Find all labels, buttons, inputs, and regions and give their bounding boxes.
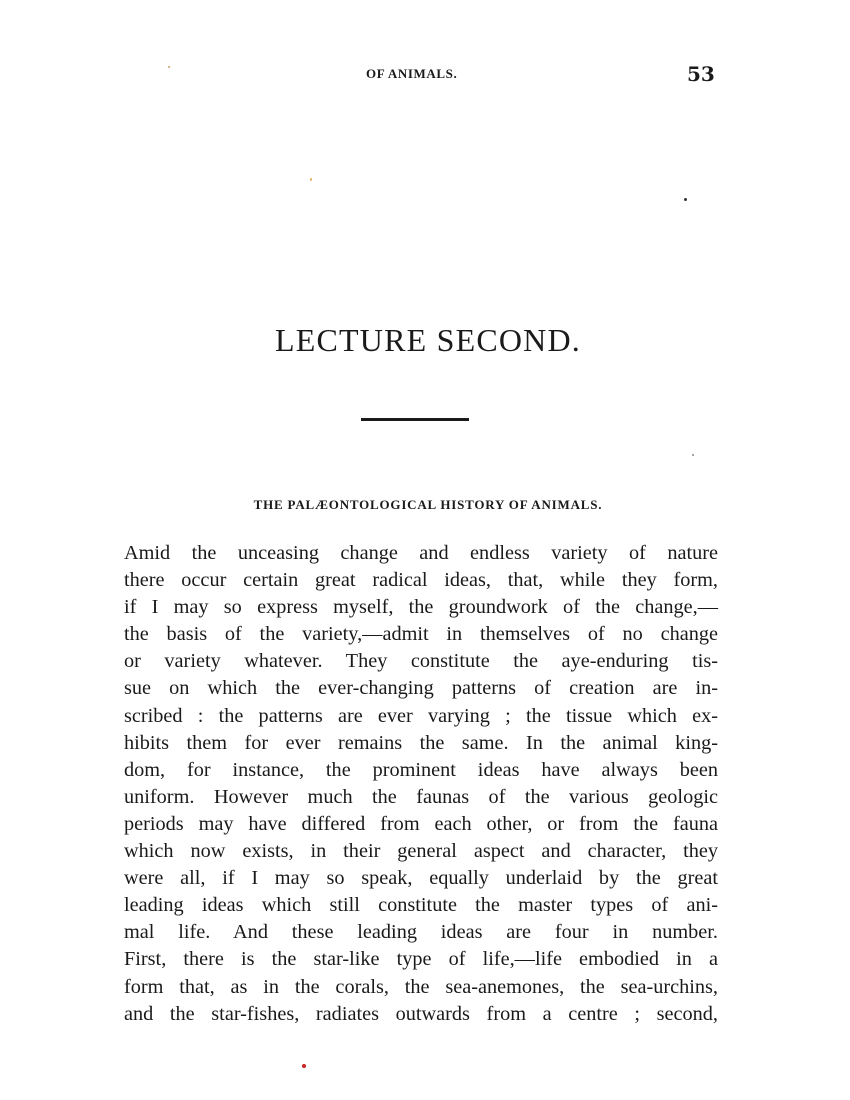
scan-speck	[302, 1064, 306, 1068]
body-paragraph	[124, 540, 718, 1028]
text-line: leading ideas which still constitute the master types of ani-	[124, 894, 718, 917]
page-number: 53	[687, 62, 715, 86]
text-line: dom, for instance, the prominent ideas have always been	[124, 758, 718, 781]
title-rule	[361, 418, 469, 421]
text-line: mal life. And these leading ideas are four in number.	[124, 921, 718, 944]
text-line: periods may have differed from each other, or from the fauna	[124, 812, 718, 835]
text-line: form that, as in the corals, the sea-anemones, the sea-urchins,	[124, 975, 718, 998]
text-line: the basis of the variety,—admit in themselves of no change	[124, 623, 718, 646]
scan-speck	[684, 198, 687, 201]
scan-speck	[168, 66, 170, 68]
text-line: which now exists, in their general aspect and character, they	[124, 840, 718, 863]
scan-speck	[310, 178, 312, 181]
text-line: there occur certain great radical ideas, that, while they form,	[124, 569, 718, 592]
running-title: OF ANIMALS.	[366, 66, 458, 81]
text-line: and the star-fishes, radiates outwards from a centre ; second,	[124, 1002, 718, 1025]
chapter-subtitle: THE PALÆONTOLOGICAL HISTORY OF ANIMALS.	[253, 497, 603, 512]
text-line: if I may so express myself, the groundwork of the change,—	[124, 596, 718, 619]
running-head	[0, 64, 850, 88]
text-line: sue on which the ever-changing patterns of creation are in-	[124, 677, 718, 700]
text-line: or variety whatever. They constitute the aye-enduring tis-	[124, 650, 718, 673]
lecture-title: LECTURE SECOND.	[275, 322, 581, 358]
text-line: were all, if I may so speak, equally underlaid by the great	[124, 867, 718, 890]
text-line: hibits them for ever remains the same. In the animal king-	[124, 731, 718, 754]
text-line: uniform. However much the faunas of the various geologic	[124, 785, 718, 808]
text-line: scribed : the patterns are ever varying ; the tissue which ex-	[124, 704, 718, 727]
scan-speck	[692, 454, 694, 456]
text-line: First, there is the star-like type of life,—life embodied in a	[124, 948, 718, 971]
text-line: Amid the unceasing change and endless variety of nature	[124, 542, 718, 564]
